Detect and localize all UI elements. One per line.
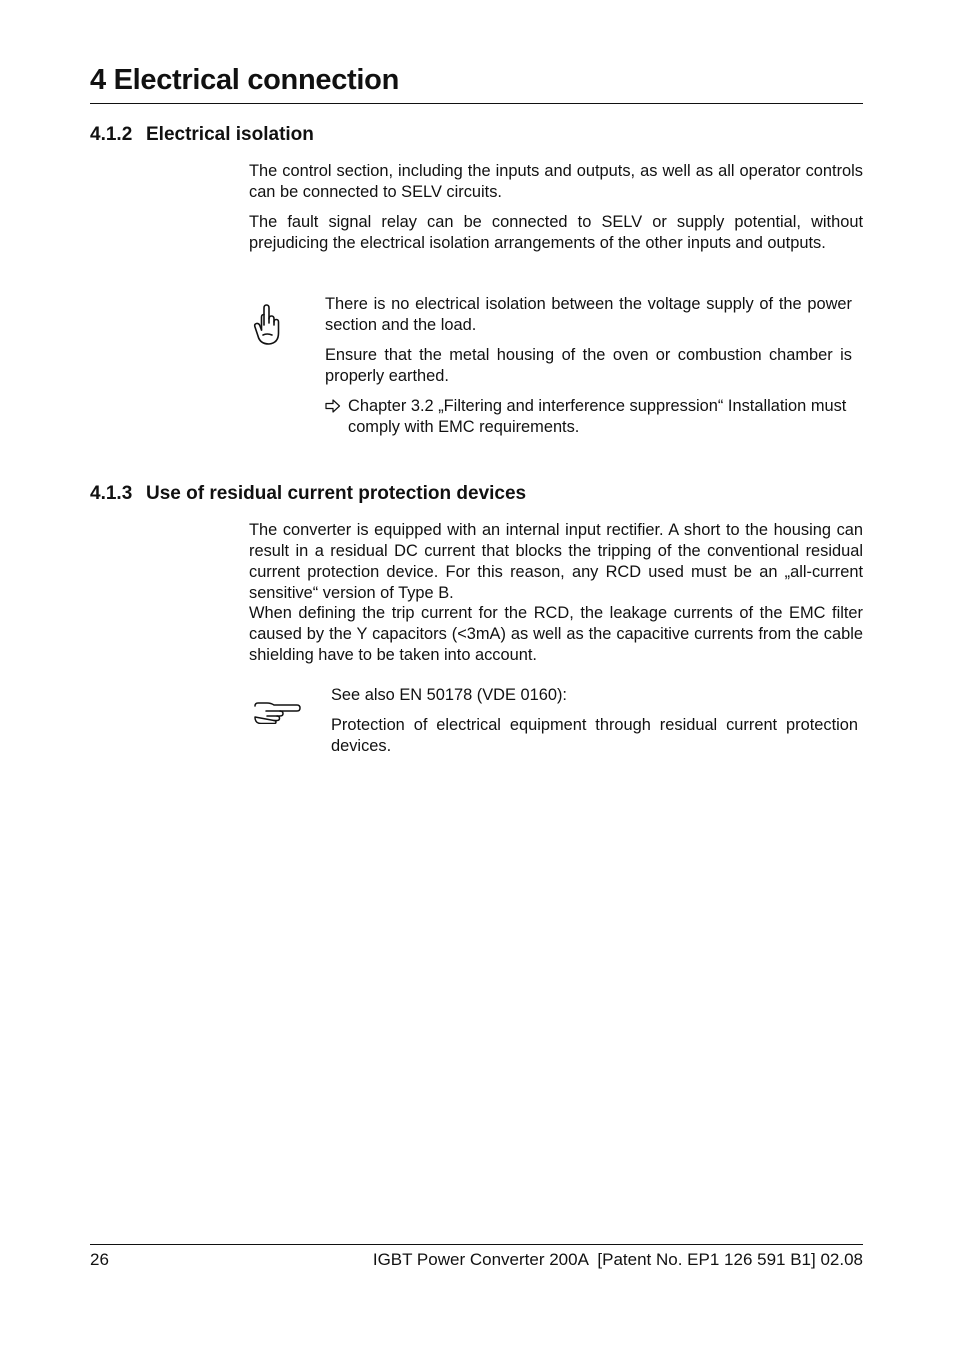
document-reference: IGBT Power Converter 200A [Patent No. EP1 126 591 B1] 02.08: [372, 1250, 863, 1269]
page-number: 26: [90, 1250, 109, 1269]
chapter-title-rule: [90, 103, 863, 104]
chapter-title: 4 Electrical connection: [90, 64, 399, 96]
raised-hand-icon: [252, 303, 282, 347]
body-paragraph: The control section, including the inputs and outputs, as well as all operator controls can be connected to SELV circuits.: [249, 162, 863, 201]
body-paragraph: The converter is equipped with an internal input rectifier. A short to the housing can result in a residual DC current that blocks the tripping of the conventional residual current protection device. For this reason, any RCD used must be an „all-current sensitive“ version of Type B.: [249, 521, 863, 602]
section-heading-electrical-isolation: [90, 124, 314, 146]
body-paragraph: When defining the trip current for the RCD, the leakage currents of the EMC filter caused by the Y capacitors (<3mA) as well as the capacitive currents from the cable shielding have to be taken into account.: [249, 604, 863, 664]
cross-reference-text: Chapter 3.2 „Filtering and interference suppression“ Installation must comply with EMC requirements.: [348, 397, 847, 436]
section-title: Use of residual current protection devices: [146, 483, 527, 504]
section-number: 4.1.3: [90, 483, 133, 504]
cross-reference: [325, 396, 852, 438]
section-heading-residual-current-devices: [90, 483, 526, 505]
pointing-hand-icon: [253, 700, 301, 724]
section-title: Electrical isolation: [146, 124, 314, 145]
note-paragraph: Protection of electrical equipment through residual current protection devices.: [331, 716, 858, 755]
right-arrow-icon: [325, 397, 341, 415]
footer-rule: [90, 1244, 863, 1245]
note-paragraph: See also EN 50178 (VDE 0160):: [331, 686, 567, 704]
warning-paragraph: Ensure that the metal housing of the oven or combustion chamber is properly earthed.: [325, 346, 852, 385]
warning-paragraph: There is no electrical isolation between the voltage supply of the power section and the load.: [325, 295, 852, 334]
section-number: 4.1.2: [90, 124, 133, 145]
body-paragraph: The fault signal relay can be connected to SELV or supply potential, without prejudicing the electrical isolation arrangements of the other inputs and outputs.: [249, 213, 863, 252]
